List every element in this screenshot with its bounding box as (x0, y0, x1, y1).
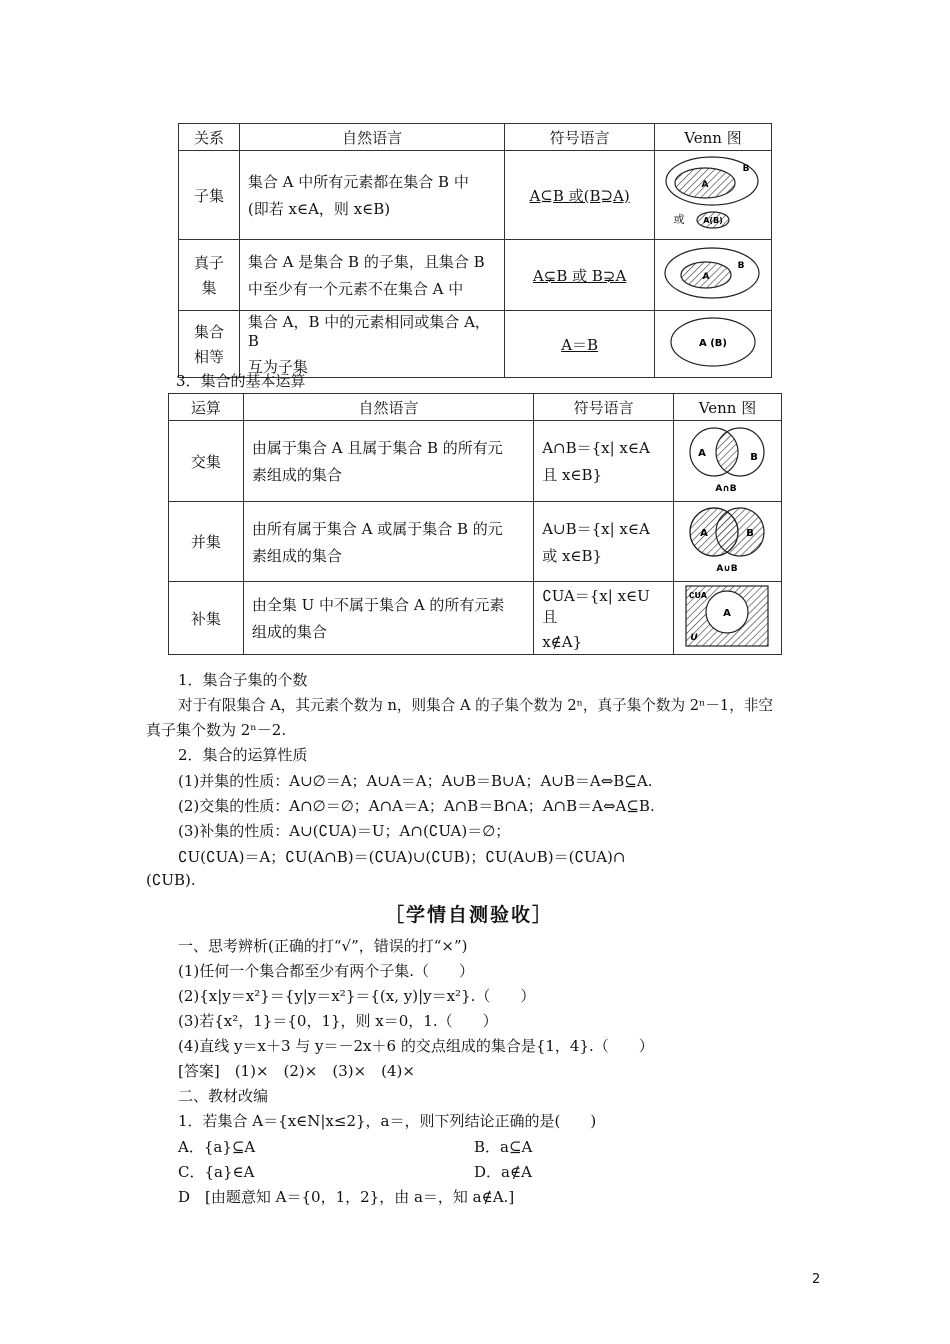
text-line: 中至少有一个元素不在集合 A 中 (247, 280, 464, 298)
name-line: 真子 (193, 254, 224, 272)
name-line: 相等 (193, 348, 224, 366)
set-b-circle (716, 508, 764, 556)
option-a: A．{a}⊆A (178, 1138, 256, 1156)
venn-label: ∁UA (688, 591, 707, 600)
symbol-cell (505, 240, 655, 311)
relation-name (179, 311, 240, 378)
name-line: 集 (201, 279, 217, 297)
quiz-section-title: 二、教材改编 (178, 1087, 269, 1105)
header-cell: 符号语言 (534, 394, 674, 421)
note-title: 1．集合子集的个数 (178, 671, 308, 689)
symbol-line: A∪B＝{x| x∈A (542, 519, 650, 538)
quiz-item: (2){x|y＝x²}＝{y|y＝x²}＝{(x, y)|y＝x²}.（ ） (178, 987, 536, 1005)
solution-line: D [由题意知 A＝{0，1，2}，由 a＝，知 a∉A.] (178, 1188, 515, 1206)
natural-language-cell (239, 240, 504, 311)
symbol-text: A⊊B 或 B⊋A (532, 266, 627, 285)
venn-cell (654, 240, 771, 311)
symbol-line: A∩B＝{x| x∈A (542, 439, 650, 457)
note-text: 对于有限集合 A，其元素个数为 n，则集合 A 的子集个数为 2ⁿ，真子集个数为 2ⁿ－1，非空 (178, 697, 773, 714)
text-line: 素组成的集合 (251, 466, 342, 484)
symbol-cell (534, 582, 674, 655)
relation-name (179, 240, 240, 311)
venn-cell (673, 582, 781, 655)
option-c: C．{a}∈A (178, 1163, 255, 1181)
answer-line: [答案] (1)× (2)× (3)× (4)× (178, 1062, 415, 1080)
table-row (179, 311, 772, 378)
symbol-text: A⊆B 或(B⊇A) (529, 186, 630, 205)
natural-language-cell (239, 151, 504, 240)
venn-caption: A∩B (715, 484, 737, 494)
table-row (179, 151, 772, 240)
symbol-cell (534, 421, 674, 502)
text-line: 组成的集合 (251, 623, 327, 641)
property-complement: (3)补集的性质：A∪(∁UA)＝U；A∩(∁UA)＝∅； (178, 822, 511, 840)
venn-label: A (B) (698, 338, 727, 349)
header-cell: Venn 图 (654, 124, 771, 151)
option-b: B．a⊆A (474, 1138, 533, 1156)
venn-label: A (698, 448, 706, 459)
symbol-text: A＝B (561, 335, 599, 354)
venn-label: A(B) (703, 216, 723, 225)
symbol-line: 且 x∈B} (542, 466, 603, 484)
natural-language-cell (243, 502, 533, 582)
text-line: 素组成的集合 (251, 546, 342, 565)
venn-label: A (702, 272, 710, 282)
venn-label: U (690, 633, 698, 643)
operation-table (168, 393, 782, 655)
venn-cell (673, 421, 781, 502)
property-intersection: (2)交集的性质：A∩∅＝∅；A∩A＝A；A∩B＝B∩A；A∩B＝A⇔A⊆B. (178, 797, 655, 815)
symbol-cell (505, 151, 655, 240)
venn-cell (673, 502, 781, 582)
venn-complement-diagram (674, 582, 781, 650)
natural-language-cell (243, 421, 533, 502)
venn-subset-diagram (655, 151, 771, 235)
venn-cell (654, 311, 771, 378)
venn-label: B (737, 261, 745, 271)
symbol-line: x∉A} (542, 633, 583, 651)
natural-language-cell (243, 582, 533, 655)
venn-label: B (746, 528, 754, 539)
venn-label: 或 (673, 213, 685, 226)
page-number: 2 (812, 1272, 821, 1287)
natural-language-cell (239, 311, 504, 378)
text-line: (即若 x∈A，则 x∈B) (247, 200, 391, 218)
venn-label: A (700, 528, 708, 539)
header-cell: 关系 (179, 124, 240, 151)
header-cell: 运算 (169, 394, 244, 421)
operation-name: 补集 (169, 582, 244, 655)
property-union: (1)并集的性质：A∪∅＝A；A∪A＝A；A∪B＝B∪A；A∪B＝A⇔B⊆A. (178, 772, 653, 790)
operation-name: 并集 (169, 502, 244, 582)
relation-table (178, 123, 772, 378)
venn-label: A (701, 180, 709, 190)
header-cell: Venn 图 (673, 394, 781, 421)
venn-proper-subset-diagram (655, 240, 771, 306)
header-cell: 符号语言 (505, 124, 655, 151)
venn-equal-diagram (655, 312, 771, 372)
symbol-cell (534, 502, 674, 582)
quiz-item: (3)若{x²，1}＝{0，1}，则 x＝0，1.（ ） (178, 1012, 498, 1030)
venn-label: B (750, 452, 758, 463)
table-header-row (169, 394, 782, 421)
quiz-item: (1)任何一个集合都至少有两个子集.（ ） (178, 962, 475, 980)
venn-cell (654, 151, 771, 240)
venn-intersection-diagram (674, 421, 781, 497)
venn-caption: A∪B (716, 564, 738, 574)
venn-label: B (742, 164, 750, 174)
operation-name: 交集 (169, 421, 244, 502)
relation-name: 子集 (179, 151, 240, 240)
symbol-line: 或 x∈B} (542, 546, 603, 565)
text-line: 由所有属于集合 A 或属于集合 B 的元 (251, 519, 503, 538)
text-line: 由全集 U 中不属于集合 A 的所有元素 (251, 596, 505, 614)
symbol-cell (505, 311, 655, 378)
table-row (169, 421, 782, 502)
text-line: 集合 A 是集合 B 的子集，且集合 B (247, 253, 485, 271)
quiz-section-title: 一、思考辨析(正确的打“√”，错误的打“×”) (178, 937, 468, 955)
name-line: 集合 (193, 323, 224, 341)
option-d: D．a∉A (474, 1163, 532, 1181)
table-row (169, 502, 782, 582)
header-cell: 自然语言 (239, 124, 504, 151)
quiz-item: (4)直线 y＝x＋3 与 y＝－2x＋6 的交点组成的集合是{1，4}.（ ） (178, 1037, 654, 1055)
text-line: 互为子集 (247, 358, 308, 376)
property-complement-cont: (∁UB). (146, 871, 196, 889)
exercise-question: 1．若集合 A＝{x∈N|x≤2}，a＝，则下列结论正确的是( ) (178, 1112, 597, 1130)
symbol-line: ∁UA＝{x| x∈U 且 (542, 587, 650, 626)
note-text: 真子集个数为 2ⁿ－2. (146, 721, 287, 739)
text-line: 由属于集合 A 且属于集合 B 的所有元 (251, 439, 503, 457)
property-complement-cont: ∁U(∁UA)＝A；∁U(A∩B)＝(∁UA)∪(∁UB)；∁U(A∪B)＝(∁UA)∩ (178, 848, 626, 866)
text-line: 集合 A 中所有元素都在集合 B 中 (247, 173, 469, 191)
table-header-row (179, 124, 772, 151)
venn-union-diagram (674, 502, 781, 577)
header-cell: 自然语言 (243, 394, 533, 421)
note-title: 2．集合的运算性质 (178, 746, 308, 764)
table-row (169, 582, 782, 655)
table-row (179, 240, 772, 311)
text-line: 集合 A，B 中的元素相同或集合 A，B (247, 313, 490, 350)
section-title: 3．集合的基本运算 (176, 372, 306, 390)
section-banner: ［学情自测验收］ (385, 904, 554, 926)
venn-label: A (723, 608, 731, 619)
